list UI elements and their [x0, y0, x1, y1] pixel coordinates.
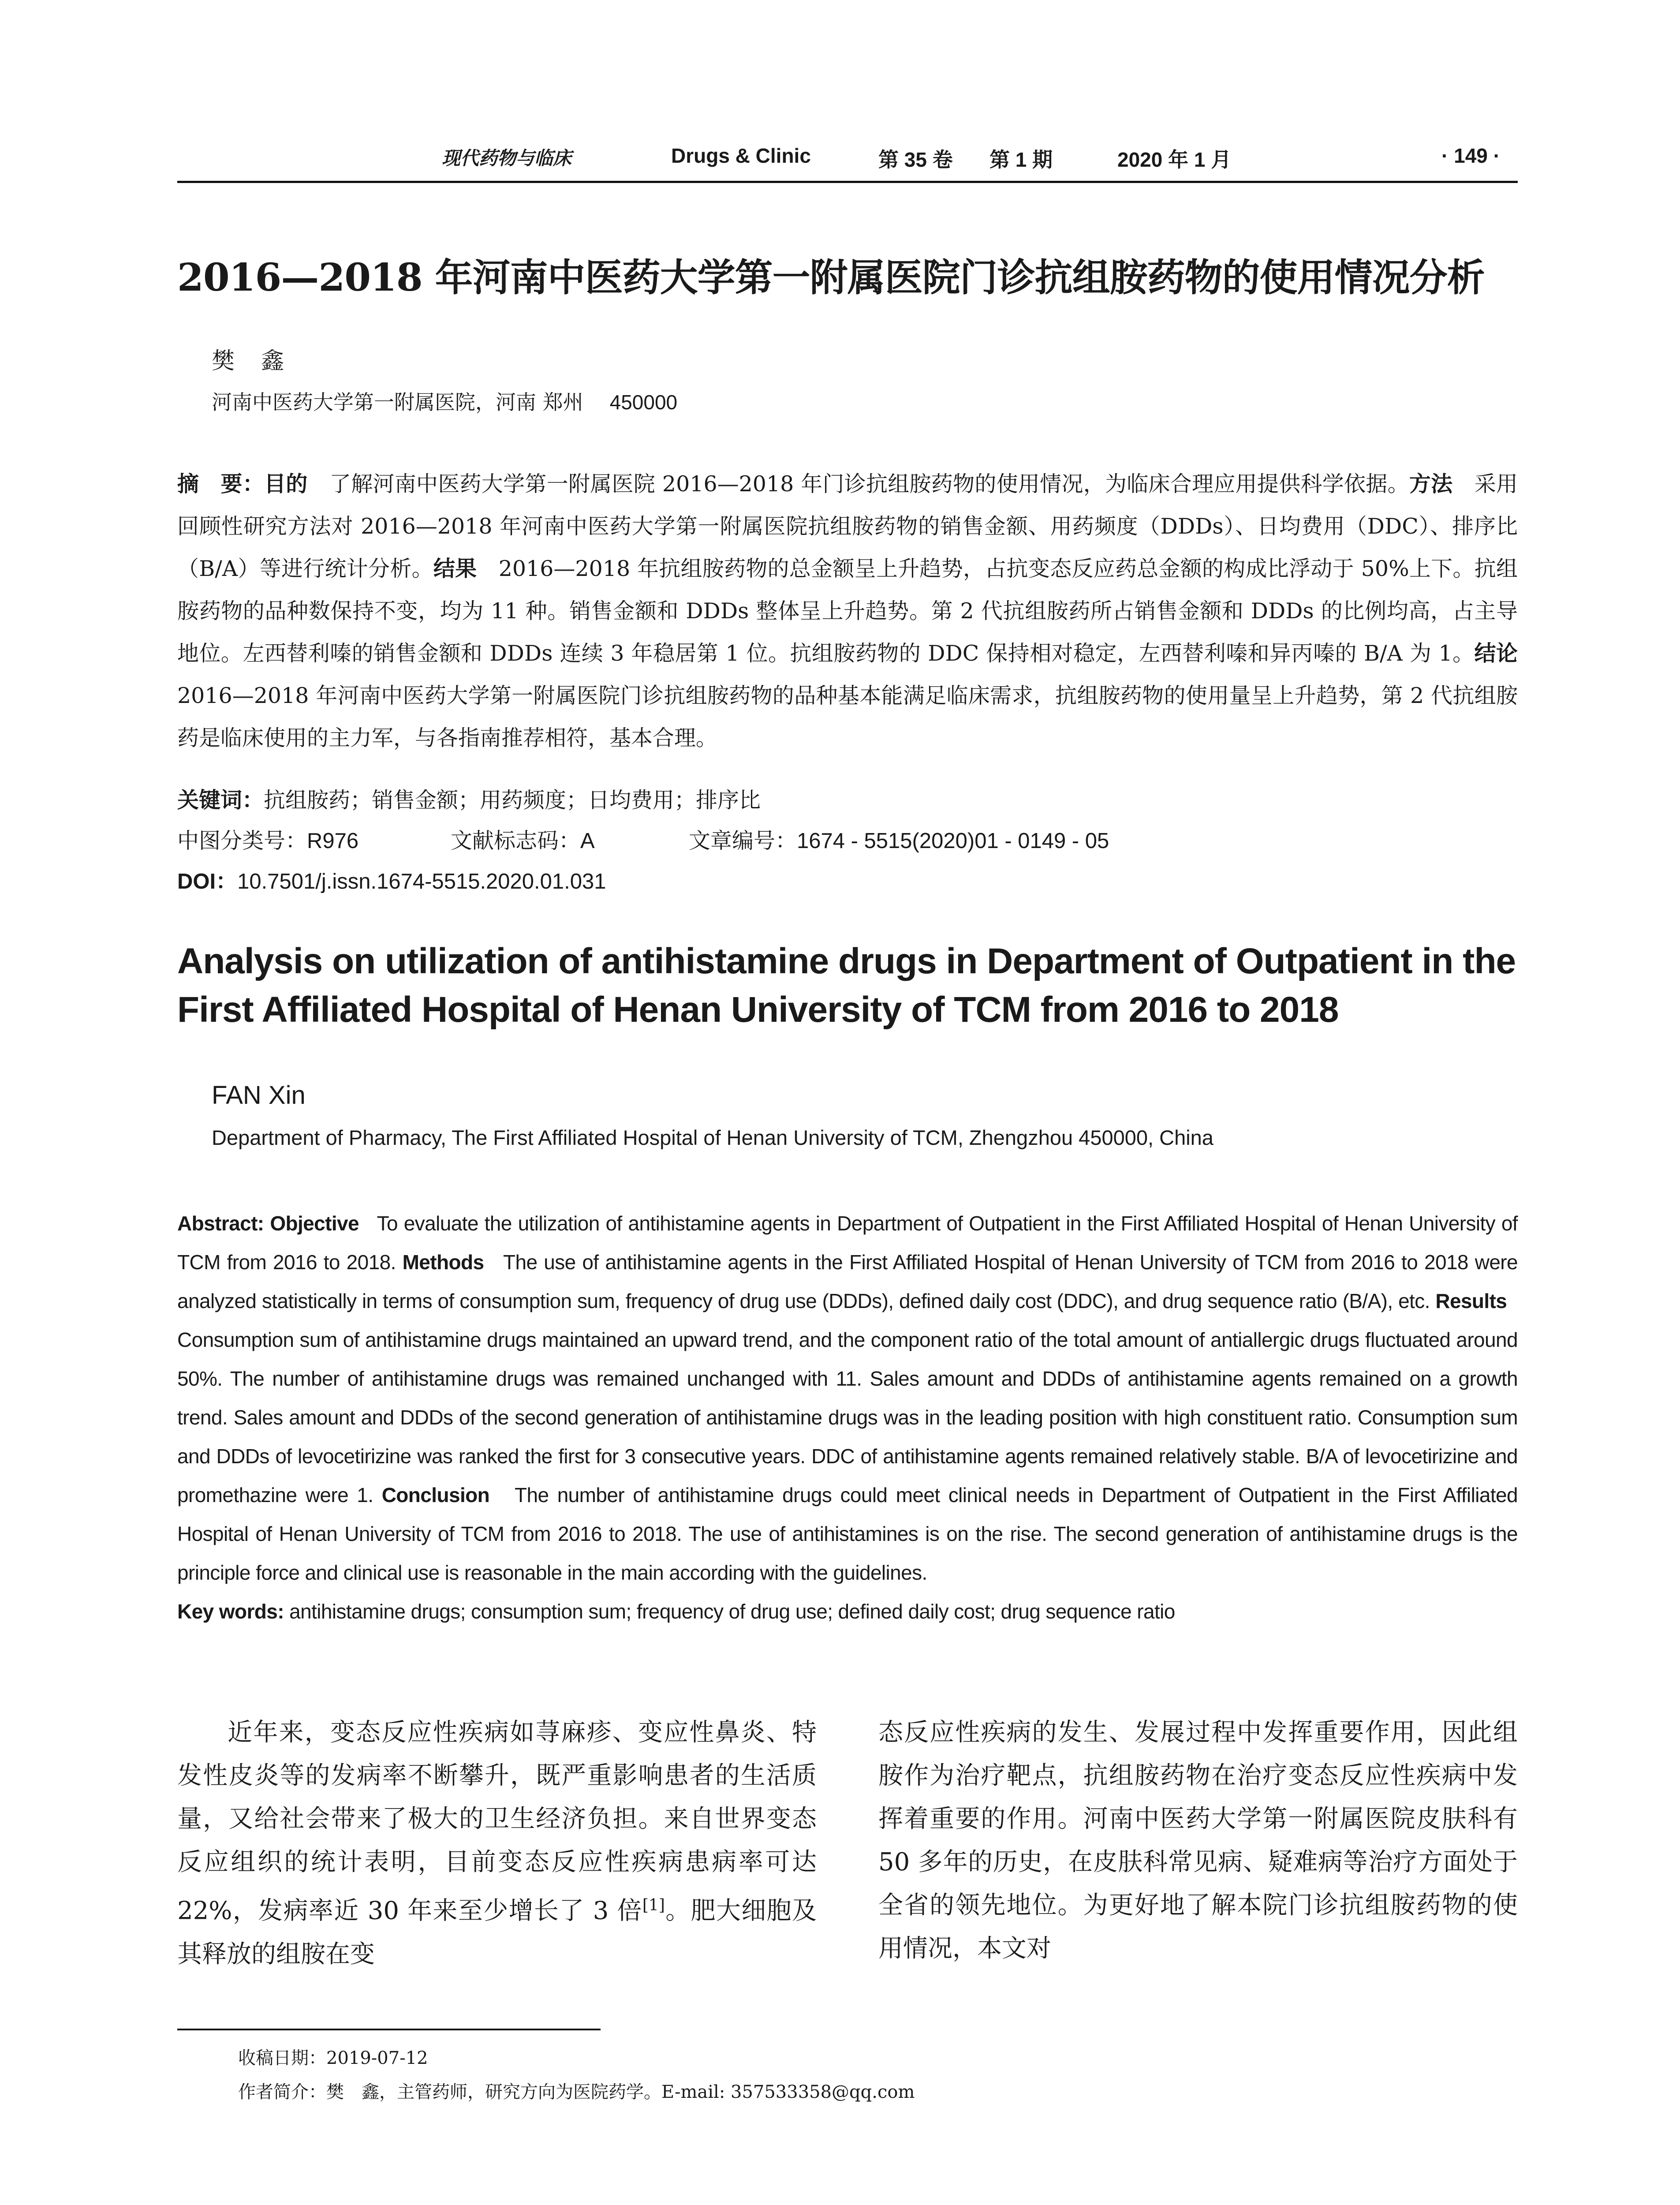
citation-ref[interactable]: [1] — [642, 1896, 665, 1914]
clc-number: 中图分类号：R976 — [177, 829, 359, 853]
objective-label-cn: 目的 — [264, 472, 308, 496]
keywords-en-text: antihistamine drugs; consumption sum; frequency of drug use; defined daily cost; drug sequence ratio — [289, 1600, 1175, 1623]
journal-name-cn: 现代药物与临床 — [442, 147, 572, 169]
doi-line — [177, 864, 606, 895]
publication-date: 2020 年 1 月 — [1117, 148, 1232, 171]
journal-name-en: Drugs & Clinic — [671, 144, 811, 167]
conclusion-text-cn: 2016—2018 年河南中医药大学第一附属医院门诊抗组胺药物的品种基本能满足临床需求，抗组胺药物的使用量呈上升趋势，第 2 代抗组胺药是临床使用的主力军，与各指南推荐相符，基本合理。 — [177, 683, 1518, 751]
results-text-cn: 2016—2018 年抗组胺药物的总金额呈上升趋势，占抗变态反应药总金额的构成比浮动于 50%上下。抗组胺药物的品种数保持不变，均为 11 种。销售金额和 DDDs 整体呈上升趋势。第 2 代抗组胺药所占销售金额和 DDDs 的比例均高，占主导地位。左西替利嗪的销售金额和 DDDs 连续 3 年稳居第 1 位。抗组胺药物的 DDC 保持相对稳定，左西替利嗪和异丙嗪的 B/A 为 1。 — [177, 556, 1518, 666]
doi-link[interactable]: 10.7501/j.issn.1674-5515.2020.01.031 — [237, 870, 606, 893]
article-number: 文章编号：1674 - 5515(2020)01 - 0149 - 05 — [689, 829, 1109, 853]
abstract-en — [177, 1204, 1518, 1631]
affiliation-en: Department of Pharmacy, The First Affiliated Hospital of Henan University of TCM, Zhengzhou 450000, China — [212, 1126, 1213, 1149]
keywords-cn-label: 关键词： — [177, 789, 264, 812]
keywords-cn — [177, 783, 761, 814]
conclusion-label-cn: 结论 — [1474, 642, 1518, 665]
issue-number: 第 1 期 — [989, 148, 1053, 171]
methods-text-en: The use of antihistamine agents in the First Affiliated Hospital of Henan University of TCM from 2016 to 2018 were analyzed statistically in terms of consumption sum, frequency of drug use (DDDs), defined daily cost (DDC), and drug sequence ratio (B/A), etc. — [177, 1251, 1518, 1312]
title-cn: 2016—2018 年河南中医药大学第一附属医院门诊抗组胺药物的使用情况分析 — [177, 255, 1485, 300]
running-header — [177, 140, 1518, 183]
methods-label-cn: 方法 — [1409, 472, 1453, 496]
results-text-en: Consumption sum of antihistamine drugs maintained an upward trend, and the component ratio of the total amount of antiallergic drugs fluctuated around 50%. The number of antihistamine drugs was remained unchanged with 11. Sales amount and DDDs of antihistamine agents remained on a growth trend. Sales amount and DDDs of the second generation of antihistamine drugs was in the leading position with high constituent ratio. Consumption sum and DDDs of levocetirizine was ranked the first for 3 consecutive years. DDC of antihistamine agents remained relatively stable. B/A of levocetirizine and promethazine were 1. — [177, 1328, 1518, 1506]
conclusion-text-en: The number of antihistamine drugs could meet clinical needs in Department of Outpatient in the First Affiliated Hospital of Henan University of TCM from 2016 to 2018. The use of antihistamines is on the rise. The second generation of antihistamine drugs is the principle force and clinical use is reasonable in the main according with the guidelines. — [177, 1484, 1518, 1584]
abstract-cn-label: 摘 要： — [177, 472, 265, 496]
results-label-en: Results — [1435, 1289, 1507, 1312]
abstract-en-label: Abstract: — [177, 1212, 264, 1235]
classification-line — [177, 824, 1109, 855]
methods-text-cn: 采用回顾性研究方法对 2016—2018 年河南中医药大学第一附属医院抗组胺药物的销售金额、用药频度（DDDs）、日均费用（DDC）、排序比（B/A）等进行统计分析。 — [177, 471, 1518, 581]
keywords-en-label: Key words: — [177, 1600, 284, 1623]
author-en: FAN Xin — [212, 1081, 306, 1110]
objective-text-cn: 了解河南中医药大学第一附属医院 2016—2018 年门诊抗组胺药物的使用情况，为临床合理应用提供科学依据。 — [329, 471, 1409, 497]
methods-label-en: Methods — [402, 1251, 484, 1274]
body-left-tail: 。肥大细胞及其释放的组胺在变 — [177, 1896, 817, 1969]
doi-label: DOI： — [177, 870, 238, 893]
keywords-cn-text: 抗组胺药；销售金额；用药频度；日均费用；排序比 — [264, 788, 761, 813]
objective-label-en: Objective — [270, 1212, 359, 1235]
footnote-received-date: 收稿日期：2019-07-12 — [238, 2048, 428, 2068]
body-column-right — [878, 1711, 1518, 1970]
footnote-author-info: 作者简介：樊 鑫，主管药师，研究方向为医院药学。E-mail: 357533358@qq.com — [238, 2082, 915, 2102]
abstract-cn — [177, 463, 1518, 759]
document-code: 文献标志码：A — [451, 829, 595, 853]
author-cn: 樊鑫 — [212, 348, 311, 374]
results-label-cn: 结果 — [433, 557, 477, 581]
affiliation-cn — [212, 386, 677, 415]
affiliation-cn-text: 河南中医药大学第一附属医院，河南 郑州 — [212, 390, 583, 414]
affiliation-cn-zip: 450000 — [609, 391, 678, 414]
body-column-left — [177, 1711, 817, 1976]
body-left-text: 近年来，变态反应性疾病如荨麻疹、变应性鼻炎、特发性皮炎等的发病率不断攀升，既严重影响患者的生活质量，又给社会带来了极大的卫生经济负担。来自世界变态反应组织的统计表明，目前变态反应性疾病患病率可达 22%，发病率近 30 年来至少增长了 3 倍 — [177, 1718, 817, 1925]
footnote-divider — [177, 2029, 601, 2030]
page-number: · 149 · — [1441, 144, 1500, 167]
title-en: Analysis on utilization of antihistamine drugs in Department of Outpatient in the First Affiliated Hospital of Henan University of TCM from 2016 to 2018 — [177, 941, 1516, 1030]
volume-number: 第 35 卷 — [878, 148, 953, 171]
conclusion-label-en: Conclusion — [381, 1484, 490, 1506]
objective-text-en: To evaluate the utilization of antihistamine agents in Department of Outpatient in the First Affiliated Hospital of Henan University of TCM from 2016 to 2018. — [177, 1212, 1518, 1274]
body-right-text: 态反应性疾病的发生、发展过程中发挥重要作用，因此组胺作为治疗靶点，抗组胺药物在治疗变态反应性疾病中发挥着重要的作用。河南中医药大学第一附属医院皮肤科有 50 多年的历史，在皮肤科常见病、疑难病等治疗方面处于全省的领先地位。为更好地了解本院门诊抗组胺药物的使用情况，本文对 — [878, 1718, 1518, 1963]
